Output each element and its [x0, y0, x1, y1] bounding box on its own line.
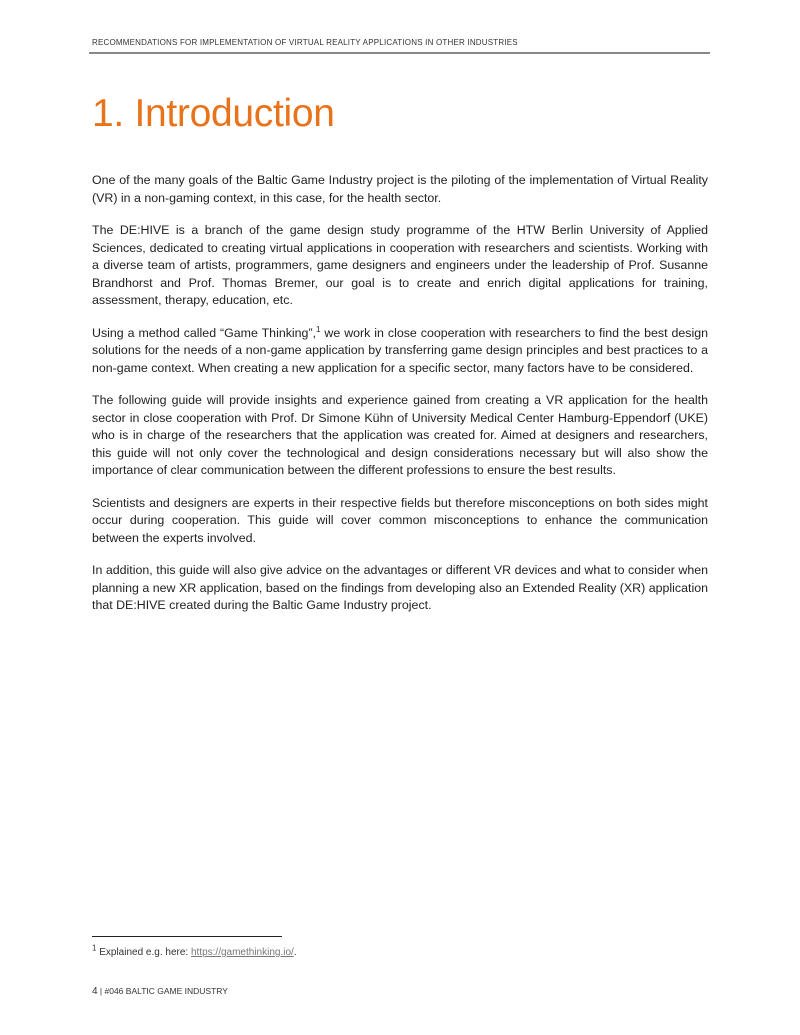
- footnote-mark: 1: [92, 943, 97, 953]
- paragraph: The following guide will provide insights and experience gained from creating a VR application for the health sector in close cooperation with Prof. Dr Simone Kühn of University Medical Center Hamburg-Eppendorf (UKE) who is in charge of the researchers that the application was created for. Aimed at designers and researchers, this guide will not only cover the technological and design considerations necessary but will also show the importance of clear communication between the different professions to ensure the best results.: [92, 393, 708, 477]
- paragraph-text: Using a method called “Game Thinking”,: [92, 325, 317, 340]
- page-number: 4: [92, 986, 98, 997]
- footnote-reference[interactable]: 1: [316, 324, 321, 334]
- footnote: [92, 943, 297, 958]
- footer-label: #046 BALTIC GAME INDUSTRY: [104, 986, 228, 996]
- paragraph: In addition, this guide will also give advice on the advantages or different VR devices and what to consider when planning a new XR application, based on the findings from developing also an Extended Reality (XR) application that DE:HIVE created during the Baltic Game Industry project.: [92, 563, 708, 612]
- footnote-end: .: [293, 947, 297, 958]
- paragraph: [92, 325, 708, 378]
- page-footer: [92, 986, 228, 997]
- paragraph: The DE:HIVE is a branch of the game design study programme of the HTW Berlin University of Applied Sciences, dedicated to creating virtual applications in cooperation with researchers and scientists. Working with a diverse team of artists, programmers, game designers and engineers under the leadership of Prof. Susanne Brandhorst and Prof. Thomas Bremer, our goal is to create and enrich digital applications for training, assessment, therapy, education, etc.: [92, 223, 708, 307]
- paragraph: Scientists and designers are experts in their respective fields but therefore misconceptions on both sides might occur during cooperation. This guide will cover common misconceptions to enhance the communication between the experts involved.: [92, 495, 708, 545]
- footnote-divider: [92, 936, 282, 937]
- footnote-text: Explained e.g. here:: [96, 947, 191, 958]
- footer-separator: |: [97, 986, 105, 996]
- paragraph: One of the many goals of the Baltic Game Industry project is the piloting of the implementation of Virtual Reality (VR) in a non-gaming context, in this case, for the health sector.: [92, 173, 708, 205]
- running-header: RECOMMENDATIONS FOR IMPLEMENTATION OF VIRTUAL REALITY APPLICATIONS IN OTHER INDUSTRIES: [92, 38, 518, 47]
- footnote-link[interactable]: https://gamethinking.io/: [190, 947, 294, 958]
- header-divider: [89, 52, 710, 54]
- body-text: [92, 172, 708, 630]
- page-title: 1. Introduction: [92, 92, 335, 135]
- paragraph-text: we work in close cooperation with researchers to find the best design solutions for the needs of a non-game application by transferring game design principles and best practices to a non-game context. When creating a new application for a specific sector, many factors have to be considered.: [92, 325, 709, 375]
